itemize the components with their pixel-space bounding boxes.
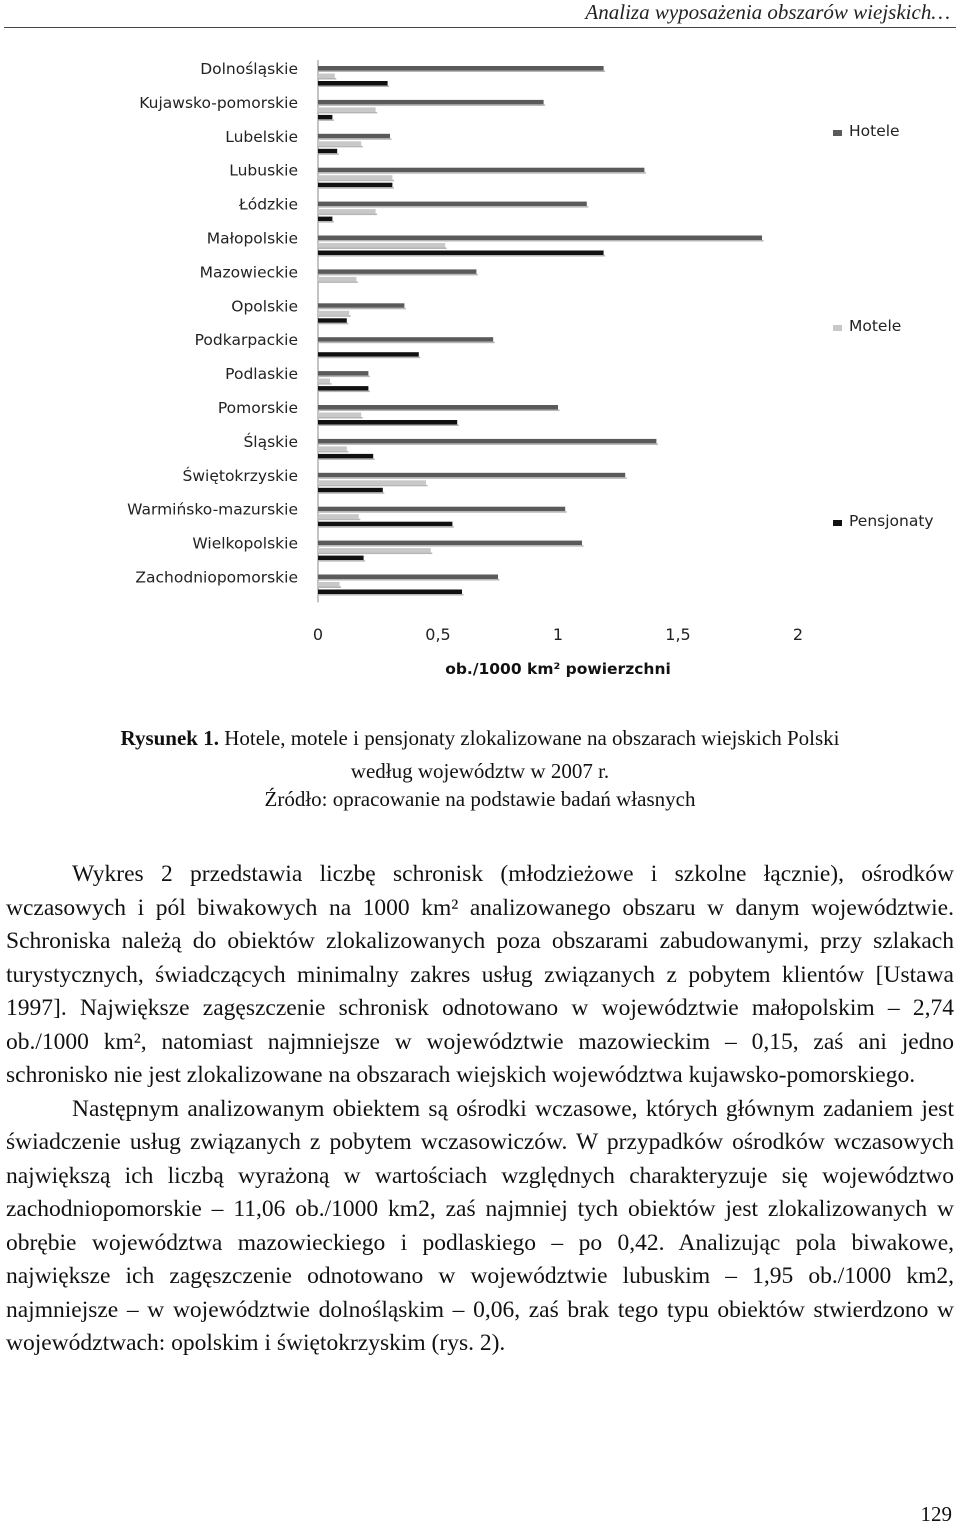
bar-pensjonaty [318,81,388,86]
bar-motele [318,548,431,553]
category-label: Warmińsko-mazurskie [127,500,298,519]
bar-shadow [318,187,394,189]
bar-pensjonaty [318,217,332,222]
bar-pensjonaty [318,522,452,527]
bar-shadow [318,248,447,250]
bar-pensjonaty [318,556,364,561]
category-label: Dolnośląskie [200,60,298,78]
bar-shadow [318,255,605,257]
bar-motele [318,379,330,384]
bar-shadow [318,274,478,276]
running-header: Analiza wyposażenia obszarów wiejskich… [585,0,950,24]
header-rule [4,27,956,28]
bar-motele [318,582,340,587]
bar-pensjonaty [318,149,337,154]
category-label: Wielkopolskie [192,534,298,553]
category-label: Pomorskie [217,399,298,417]
bar-shadow [318,587,341,589]
category-label: Lubuskie [229,161,298,180]
bar-hotele [318,337,493,342]
bar-shadow [318,206,588,208]
category-label: Małopolskie [206,229,298,248]
bar-shadow [318,138,392,140]
paragraph: Następnym analizowanym obiektem są ośrodki wczasowe, których głównym zadaniem jest świadczenie usług związanych z pobytem wczasowiczów. W przypadków ośrodków wczasowych największą ich liczbą wyrażoną w wartościach względnych charakteryzuje się województwo zachodniopomorskie – 11,06 ob./1000 km2, zaś najmniej tych obiektów jest zlokalizowanych w obrębie województwa mazowieckiego i podlaskiego – po 0,42. Analizując pola biwakowe, największe ich zagęszczenie odnotowano w województwie lubuskim – 1,95 ob./1000 km2, najmniejsze – w województwie dolnośląskim – 0,06, zaś brak tego typu obiektów stwierdzono w województwach: opolskim i świętokrzyskim (rys. 2). [6,1095,954,1356]
bar-shadow [318,560,365,562]
category-label: Podkarpackie [194,331,298,350]
bar-shadow [318,323,348,325]
category-label: Kujawsko-pomorskie [139,93,298,112]
bar-hotele [318,134,390,139]
x-tick-label: 2 [792,625,804,644]
bar-hotele [318,100,544,105]
page-number: 129 [920,1502,952,1526]
bar-pensjonaty [318,488,383,493]
category-label: Świętokrzyskie [182,466,298,485]
bar-shadow [318,214,377,216]
bar-shadow [318,281,358,283]
bar-motele [318,277,356,282]
legend-swatch [833,325,842,331]
category-label: Zachodniopomorskie [135,568,298,587]
category-label: Lubelskie [225,127,298,146]
body-text [6,858,954,1361]
bar-shadow [318,112,377,114]
bar-shadow [318,485,428,487]
bar-shadow [318,594,464,596]
bar-hotele [318,405,558,410]
bar-shadow [318,376,370,378]
bar-shadow [318,477,627,479]
bar-shadow [318,545,584,547]
bar-shadow [318,451,348,453]
bar-motele [318,446,347,451]
bar-pensjonaty [318,454,373,459]
bar-motele [318,74,335,79]
bar-shadow [318,443,658,445]
bar-hotele [318,541,582,546]
bar-shadow [318,492,384,494]
legend-label: Pensjonaty [849,512,934,530]
bar-pensjonaty [318,115,332,120]
category-label: Opolskie [231,297,298,316]
figure-caption [0,726,960,751]
bar-hotele [318,303,404,308]
bar-hotele [318,236,762,241]
bar-pensjonaty [318,590,462,595]
bar-pensjonaty [318,183,392,188]
bar-motele [318,243,445,248]
caption-text-line2: według województw w 2007 r. [350,759,610,783]
bar-shadow [318,526,454,528]
bar-hotele [318,371,368,376]
x-tick-label: 0 [312,625,324,644]
bar-hotele [318,507,565,512]
category-label: Śląskie [243,432,298,451]
legend-label: Hotele [849,122,900,140]
paragraph: Wykres 2 przedstawia liczbę schronisk (młodzieżowe i szkolne łącznie), ośrodków wczasowych i pól biwakowych na 1000 km² analizowanego obszaru w danym województwie. Schroniska należą do obiektów zlokalizowanych poza obszarami zabudowanymi, przy szlakach turystycznych, świadczących minimalny zakres usług związanych z pobytem klientów [Ustawa 1997]. Największe zagęszczenie schronisk odnotowano w województwie małopolskim – 2,74 ob./1000 km², natomiast najmniejsze w województwie mazowieckim – 0,15, zaś ani jedno schronisko nie jest zlokalizowane na obszarach wiejskich województwa kujawsko-pomorskiego. [6,861,954,1088]
x-axis-title: ob./1000 km² powierzchni [445,660,671,678]
bar-shadow [318,519,360,521]
bar-shadow [318,78,336,80]
bar-shadow [318,410,560,412]
bar-shadow [318,180,394,182]
figure-source: Źródło: opracowanie na podstawie badań własnych [264,787,696,811]
legend-swatch [833,130,842,136]
bar-shadow [318,119,334,121]
bar-pensjonaty [318,318,347,323]
legend-label: Motele [849,317,902,335]
bar-motele [318,141,361,146]
x-tick-label: 0,5 [425,625,451,644]
bar-motele [318,514,359,519]
bar-shadow [318,391,370,393]
bar-shadow [318,342,495,344]
bar-chart [0,40,960,700]
bar-shadow [318,553,432,555]
category-label: Podlaskie [225,365,298,384]
bar-shadow [318,104,545,106]
bar-shadow [318,417,363,419]
bar-hotele [318,66,604,71]
bar-hotele [318,269,476,274]
bar-motele [318,311,349,316]
bar-hotele [318,575,498,580]
bar-shadow [318,240,764,242]
bar-shadow [318,153,339,155]
bar-motele [318,175,392,180]
bar-shadow [318,315,351,317]
bar-shadow [318,425,459,427]
bar-shadow [318,458,375,460]
bar-hotele [318,168,644,173]
bar-motele [318,107,376,112]
bar-hotele [318,473,625,478]
bar-hotele [318,202,587,207]
bar-shadow [318,86,389,88]
category-label: Mazowieckie [199,263,298,282]
bar-shadow [318,357,420,359]
bar-pensjonaty [318,420,457,425]
bar-shadow [318,71,605,73]
bar-hotele [318,439,656,444]
x-tick-label: 1 [552,625,564,644]
bar-motele [318,209,376,214]
legend-swatch [833,520,842,526]
bar-shadow [318,383,332,385]
bar-motele [318,413,361,418]
caption-text: Hotele, motele i pensjonaty zlokalizowane na obszarach wiejskich Polski [224,726,840,750]
category-label: Łódzkie [239,195,298,214]
bar-motele [318,480,426,485]
bar-shadow [318,221,334,223]
x-tick-label: 1,5 [665,625,691,644]
bar-shadow [318,146,363,148]
caption-label: Rysunek 1. [120,726,219,750]
bar-shadow [318,308,406,310]
bar-pensjonaty [318,352,419,357]
bar-pensjonaty [318,386,368,391]
bar-shadow [318,511,567,513]
bar-shadow [318,579,500,581]
bar-pensjonaty [318,251,604,256]
bar-shadow [318,172,646,174]
